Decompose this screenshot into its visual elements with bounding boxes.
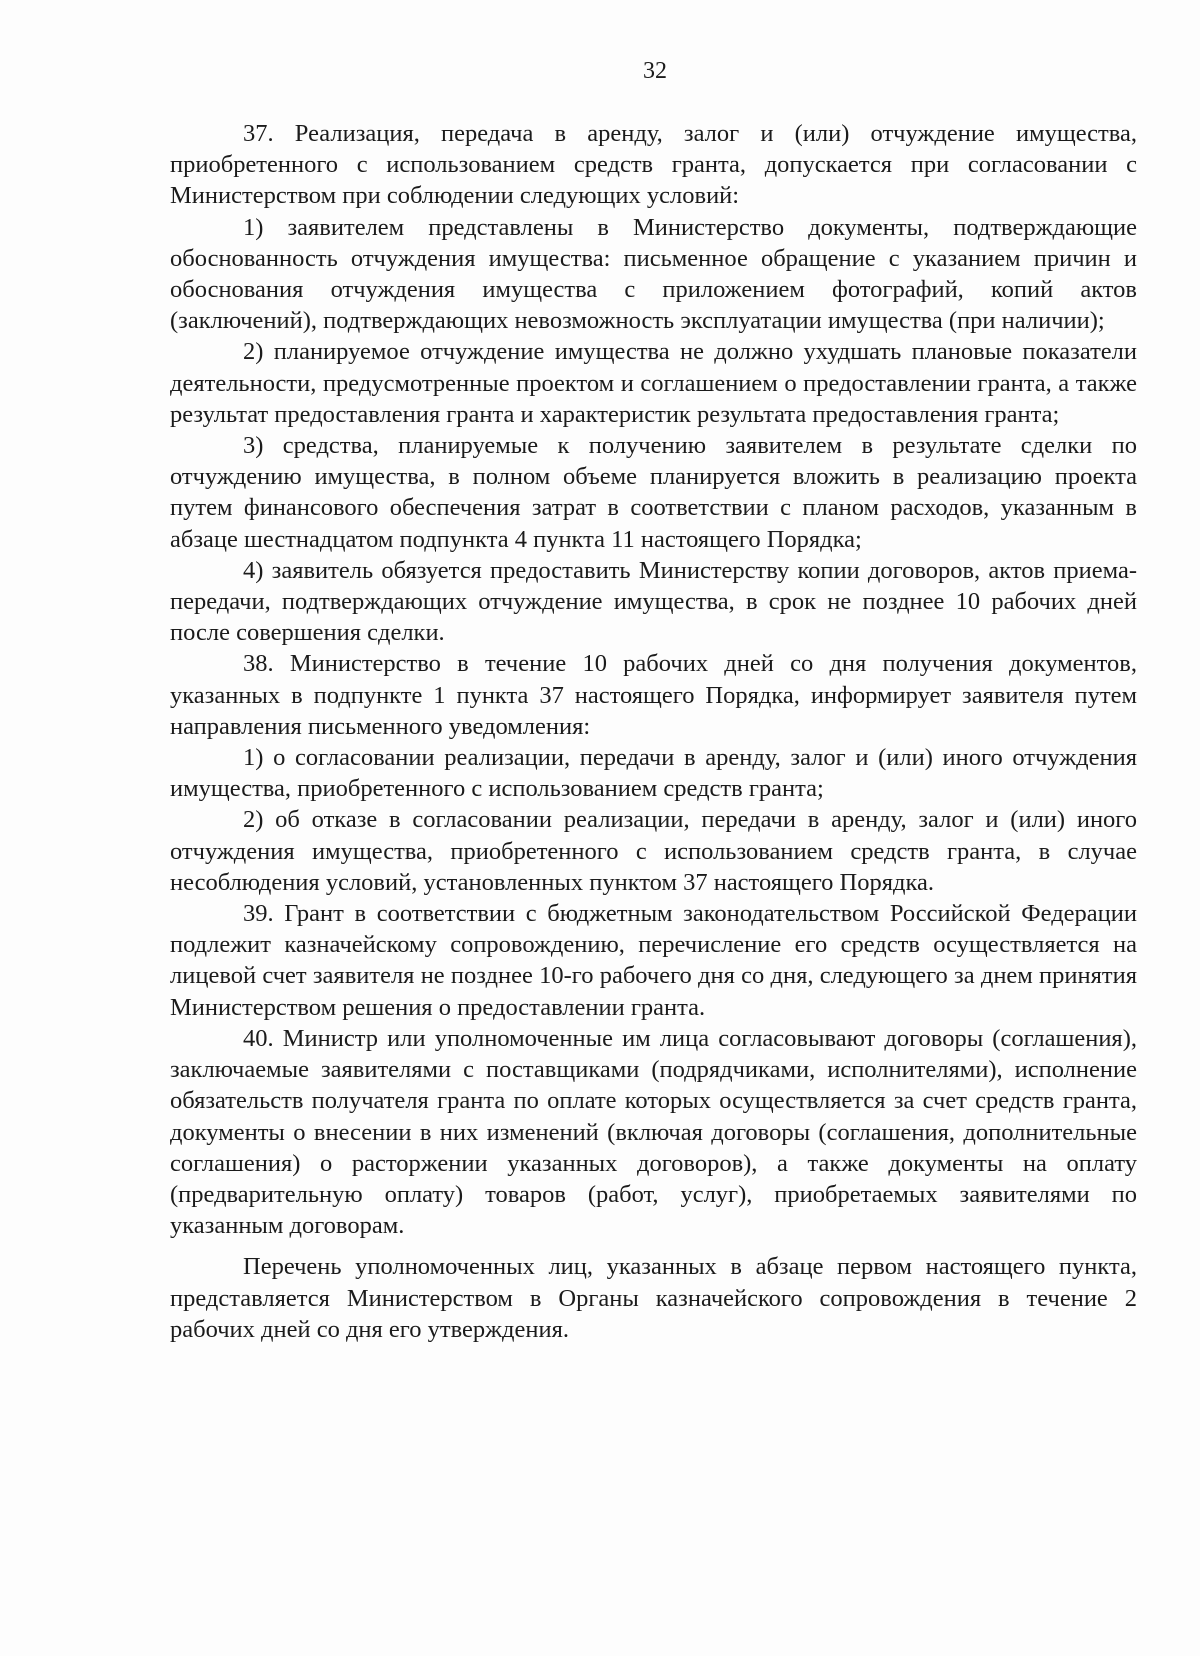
paragraph-37: 37. Реализация, передача в аренду, залог и (или) отчуждение имущества, приобретенного с использованием средств гранта, допускается при согласовании с Министерством при соблюдении следующих условий: [170, 120, 1137, 210]
paragraph-37-item-2: 2) планируемое отчуждение имущества не должно ухудшать плановые показатели деятельности, предусмотренные проектом и соглашением о предоставлении гранта, а также результат предоставления гранта и характеристик результата предоставления гранта; [170, 338, 1137, 428]
paragraph-38: 38. Министерство в течение 10 рабочих дней со дня получения документов, указанных в подпункте 1 пункта 37 настоящего Порядка, информирует заявителя путем направления письменного уведомления: [170, 650, 1137, 740]
paragraph-37-item-3: 3) средства, планируемые к получению заявителем в результате сделки по отчуждению имущества, в полном объеме планируется вложить в реализацию проекта путем финансового обеспечения затрат в соответствии с планом расходов, указанным в абзаце шестнадцатом подпункта 4 пункта 11 настоящего Порядка; [170, 432, 1137, 553]
paragraph-38-item-1: 1) о согласовании реализации, передачи в аренду, залог и (или) иного отчуждения имущества, приобретенного с использованием средств гранта; [170, 744, 1137, 803]
paragraph-39: 39. Грант в соответствии с бюджетным законодательством Российской Федерации подлежит казначейскому сопровождению, перечисление его средств осуществляется на лицевой счет заявителя не позднее 10-го рабочего дня со дня, следующего за днем принятия Министерством решения о предоставлении гранта. [170, 900, 1137, 1021]
paragraph-37-item-4: 4) заявитель обязуется предоставить Министерству копии договоров, актов приема-передачи, подтверждающих отчуждение имущества, в срок не позднее 10 рабочих дней после совершения сделки. [170, 556, 1137, 647]
paragraph-40-part-2: Перечень уполномоченных лиц, указанных в абзаце первом настоящего пункта, представляется Министерством в Органы казначейского сопровождения в течение 2 рабочих дней со дня его утверждения. [170, 1253, 1137, 1343]
document-body [170, 118, 1137, 1345]
paragraph-37-item-1: 1) заявителем представлены в Министерство документы, подтверждающие обоснованность отчуждения имущества: письменное обращение с указанием причин и обоснования отчуждения имущества с приложением фотографий, копий актов (заключений), подтверждающих невозможность эксплуатации имущества (при наличии); [170, 213, 1137, 335]
paragraph-40: 40. Министр или уполномоченные им лица согласовывают договоры (соглашения), заключаемые заявителями с поставщиками (подрядчиками, исполнителями), исполнение обязательств получателя гранта по оплате которых осуществляется за счет средств гранта, документы о внесении в них изменений (включая договоры (соглашения, дополнительные соглашения) о расторжении указанных договоров), а также документы на оплату (предварительную оплату) товаров (работ, услуг), приобретаемых заявителями по указанным договорам. [170, 1024, 1137, 1240]
page-number: 32 [643, 58, 667, 84]
paragraph-38-item-2: 2) об отказе в согласовании реализации, передачи в аренду, залог и (или) иного отчуждения имущества, приобретенного с использованием средств гранта, в случае несоблюдения условий, установленных пунктом 37 настоящего Порядка. [170, 806, 1137, 896]
